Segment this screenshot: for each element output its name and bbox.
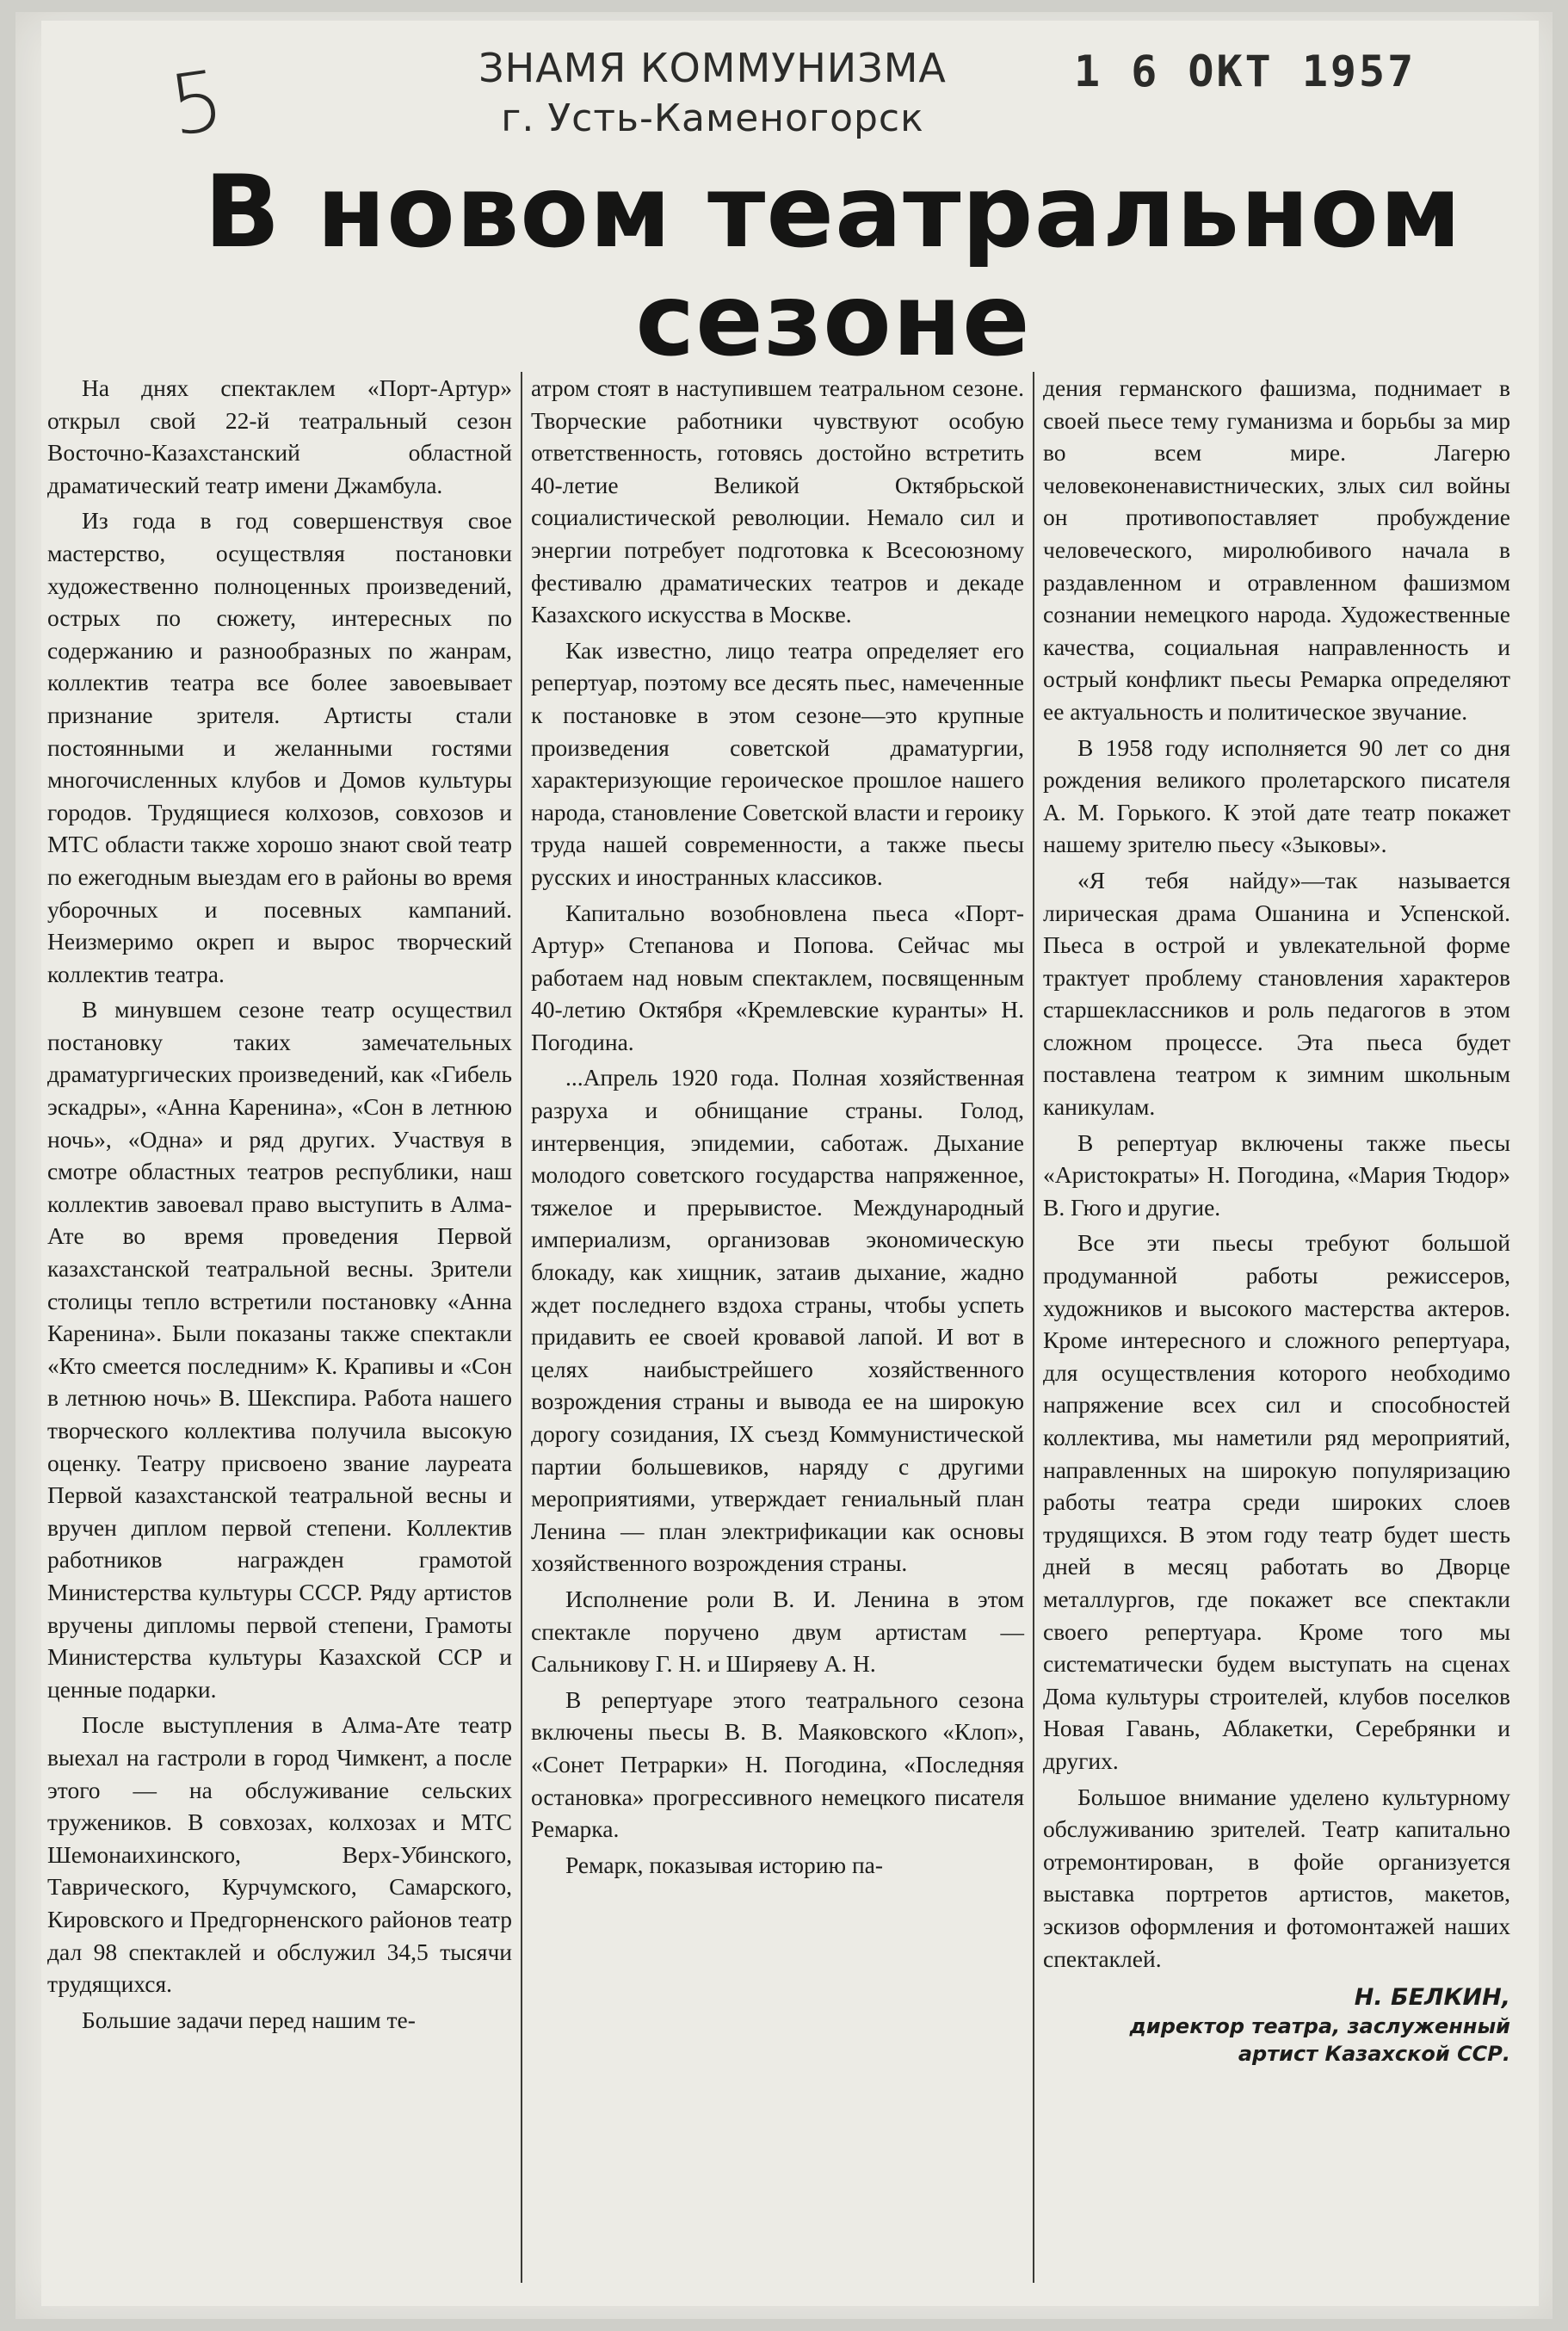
paragraph: Все эти пьесы требуют большой продуманной работы режиссеров, художников и высокого мастерства актеров. Кроме интересного и сложного репертуара, для осуществления которого необходимо напряжение всех сил и способностей коллектива, мы наметили ряд мероприятий, направленных на широкую популяризацию работы театра среди широких слоев трудящихся. В этом году театр будет шесть дней в месяц работать во Дворце металлургов, где покажет все спектакли своего репертуара. Кроме того мы систематически будем выступать на сценах Дома культуры строителей, клубов поселков Новая Гавань, Аблакетки, Серебрянки и других. [1043,1229,1510,1774]
handwritten-number: 5 [164,52,230,155]
paragraph: В минувшем сезоне театр осуществил постановку таких замечательных драматургических произведений, как «Гибель эскадры», «Анна Каренина», «Сон в летнюю ночь», «Одна» и ряд других. Участвуя в смотре областных театров республики, наш коллектив завоевал право выступить в Алма-Ате во время проведения Первой казахстанской театральной весны. Зрители столицы тепло встретили постановку «Анна Каренина». Были показаны также спектакли «Кто смеется последним» К. Крапивы и «Сон в летнюю ночь» В. Шекспира. Работа нашего творческого коллектива получила высокую оценку. Театру присвоено звание лауреата Первой казахстанской театральной весны и вручен диплом первой степени. Коллектив работников награжден грамотой Министерства культуры СССР. Ряду артистов вручены дипломы первой степени, Грамоты Министерства культуры Казахской ССР и ценные подарки. [47,996,512,1703]
paragraph: Из года в год совершенствуя свое мастерство, осуществляя постановки художественно полноценных произведений, острых по сюжету, интересных по содержанию и разнообразных по жанрам, коллектив театра все более завоевывает признание зрителя. Артисты стали постоянными и желанными гостями многочисленных клубов и Домов культуры городов. Трудящиеся колхозов, совхозов и МТС области также хорошо знают свой театр по ежегодным выездам его в районы во время уборочных и посевных кампаний. Неизмеримо окреп и вырос творческий коллектив театра. [47,507,512,987]
article-headline [145,154,1522,379]
paragraph: Большие задачи перед нашим те- [82,2006,416,2033]
paragraph: Ремарк, показывая историю па- [565,1851,884,1878]
paragraph: В репертуар включены также пьесы «Аристократы» Н. Погодина, «Мария Тюдор» В. Гюго и другие. [1043,1128,1510,1221]
author-name: Н. БЕЛКИН, [1354,1984,1510,2012]
paragraph: Большое внимание уделено культурному обслуживанию зрителей. Театр капитально отремонтирован, в фойе организуется выставка портретов артистов, макетов, эскизов оформления и фотомонтажей наших спектаклей. [1043,1783,1510,1972]
article-body [39,372,1519,2283]
paragraph: «Я тебя найду»—так называется лирическая драма Ошанина и Успенской. Пьеса в острой и увлекательной форме трактует проблему становления характеров старшеклассников и роль педагогов в этом сложном процессе. Эта пьеса будет поставлена театром к зимним школьным каникулам. [1043,866,1510,1121]
paragraph: В репертуаре этого театрального сезона включены пьесы В. В. Маяковского «Клоп», «Сонет Петрарки» Н. Погодина, «Последняя остановка» прогрессивного немецкого писателя Ремарка. [531,1685,1024,1843]
paragraph: дения германского фашизма, поднимает в своей пьесе тему гуманизма и борьбы за мир во всем мире. Лагерю человеконенавистнических, злых сил войны он противопоставляет пробуждение человеческого, миролюбивого начала в раздавленном и отравленном фашизмом сознании немецкого народа. Художественные качества, социальная направленность и острый конфликт пьесы Ремарка определяют ее актуальность и политическое звучание. [1043,374,1510,725]
paragraph: После выступления в Алма-Ате театр выехал на гастроли в город Чимкент, а после этого — на обслуживание сельских тружеников. В совхозах, колхозах и МТС Шемонаихинского, Верх-Убинского, Таврического, Курчумского, Самарского, Кировского и Предгорненского районов театр дал 98 спектаклей и обслужил 34,5 тысячи трудящихся. [47,1711,512,1998]
paragraph: Капитально возобновлена пьеса «Порт-Артур» Степанова и Попова. Сейчас мы работаем над новым спектаклем, посвященным 40-летию Октября «Кремлевские куранты» Н. Погодина. [531,899,1024,1055]
date-stamp: 1 6 ОКТ 1957 [1074,46,1417,96]
column-3 [1033,372,1519,2283]
paragraph: атром стоят в наступившем театральном сезоне. Творческие работники чувствуют особую ответственность, готовясь достойно встретить 40-летие Великой Октябрьской социалистической революции. Немало сил и энергии потребует подготовка к Всесоюзному фестивалю драматических театров и декаде Казахского искусства в Москве. [531,374,1024,628]
paragraph: На днях спектаклем «Порт-Артур» открыл свой 22-й театральный сезон Восточно-Казахстанский областной драматический театр имени Джамбула. [47,374,512,498]
author-position: директор театра, заслуженный [1129,2014,1510,2039]
paragraph: В 1958 году исполняется 90 лет со дня рождения великого пролетарского писателя А. М. Горького. К этой дате театр покажет нашему зрителю пьесу «Зыковы». [1043,733,1510,858]
newspaper-name: ЗНАМЯ КОММУНИЗМА [478,45,947,91]
column-1 [39,372,521,2283]
paragraph: Исполнение роли В. И. Ленина в этом спектакле поручено двум артистам — Сальникову Г. Н. и Ширяеву А. Н. [531,1585,1024,1678]
author-signature [1043,1983,1510,2068]
column-2 [521,372,1033,2283]
headline-line-1: В новом театральном [204,154,1462,270]
author-position: артист Казахской ССР. [1238,2042,1510,2067]
newspaper-stamp [411,45,1014,140]
newspaper-city: г. Усть-Каменогорск [501,96,924,140]
paragraph: Как известно, лицо театра определяет его репертуар, поэтому все десять пьес, намеченные к постановке в этом сезоне—это крупные произведения советской драматургии, характеризующие героическое прошлое нашего народа, становление Советской власти и героику труда нашей современности, а также пьесы русских и иностранных классиков. [531,636,1024,890]
headline-line-2: сезоне [635,263,1031,379]
paragraph: ...Апрель 1920 года. Полная хозяйственная разруха и обнищание страны. Голод, интервенция, эпидемии, саботаж. Дыхание молодого советского государства напряженное, тяжелое и прерывистое. Международный империализм, организовав экономическую блокаду, как хищник, затаив дыхание, жадно ждет последнего вздоха страны, чтобы успеть придавить ее своей кровавой лапой. И вот в целях наибыстрейшего хозяйственного возрождения страны и вывода ее на широкую дорогу созидания, IX съезд Коммунистической партии большевиков, наряду с другими мероприятиями, утверждает гениальный план Ленина — план электрификации как основы хозяйственного возрождения страны. [531,1064,1024,1577]
